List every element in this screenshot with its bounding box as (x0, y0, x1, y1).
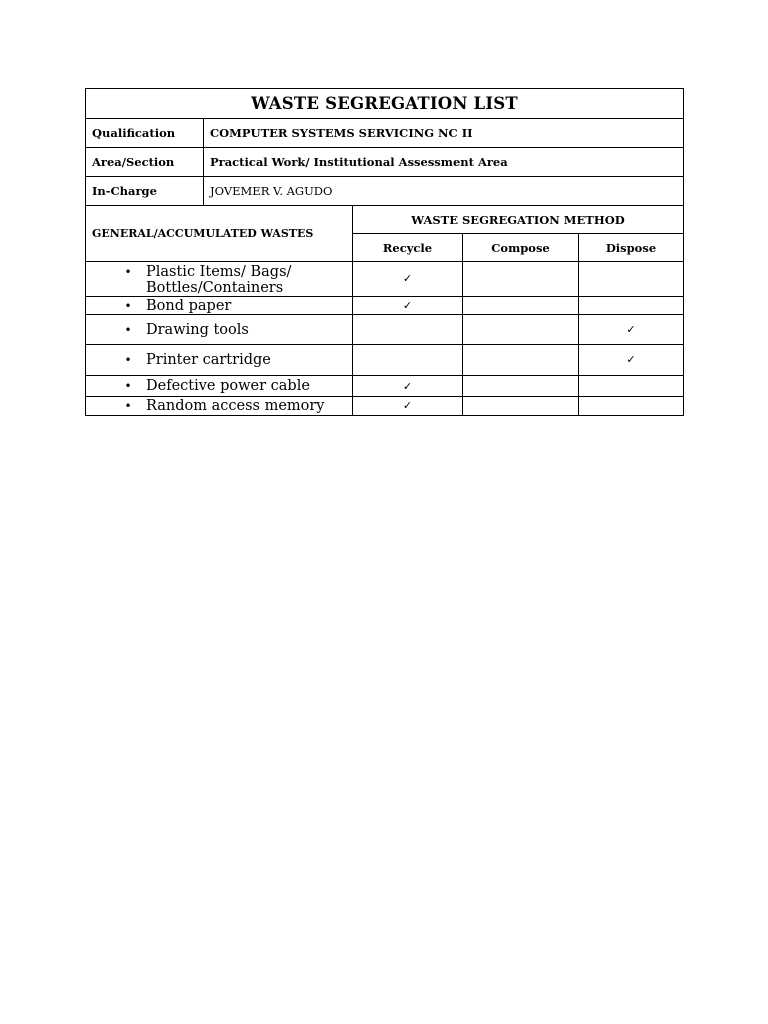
compose-check-cell (463, 315, 579, 345)
waste-item-label: Bond paper (146, 297, 232, 314)
bullet-icon: • (124, 379, 132, 393)
dispose-check-cell (579, 297, 684, 315)
waste-item-label: Plastic Items/ Bags/ Bottles/Containers (146, 263, 292, 296)
bullet-icon: • (124, 298, 132, 313)
column-header-dispose: Dispose (579, 234, 684, 262)
column-header-compose: Compose (463, 234, 579, 262)
in-charge-label: In-Charge (86, 177, 204, 206)
table-row (86, 315, 684, 345)
waste-item-cell (86, 297, 353, 315)
bullet-icon: • (124, 264, 132, 279)
recycle-check-cell (353, 315, 463, 345)
compose-check-cell (463, 376, 579, 397)
info-row-in-charge (86, 177, 684, 206)
waste-item-cell (86, 315, 353, 345)
waste-segregation-table (85, 88, 684, 416)
dispose-check-cell (579, 397, 684, 416)
table-row (86, 397, 684, 416)
compose-check-cell (463, 297, 579, 315)
segregation-method-header: WASTE SEGREGATION METHOD (353, 206, 684, 234)
table-row (86, 376, 684, 397)
bullet-icon: • (124, 399, 132, 413)
waste-item-label: Random access memory (146, 398, 325, 414)
waste-item-cell (86, 345, 353, 376)
table-row (86, 345, 684, 376)
bullet-icon: • (124, 353, 132, 367)
in-charge-value: JOVEMER V. AGUDO (204, 177, 684, 206)
waste-item-cell (86, 376, 353, 397)
table-row (86, 262, 684, 297)
table-row (86, 297, 684, 315)
info-row-area (86, 148, 684, 177)
dispose-check-cell: ✓ (579, 345, 684, 376)
recycle-check-cell: ✓ (353, 262, 463, 297)
column-header-recycle: Recycle (353, 234, 463, 262)
dispose-check-cell (579, 262, 684, 297)
qualification-label: Qualification (86, 119, 204, 148)
recycle-check-cell: ✓ (353, 376, 463, 397)
dispose-check-cell (579, 376, 684, 397)
recycle-check-cell: ✓ (353, 397, 463, 416)
waste-item-label: Drawing tools (146, 321, 249, 338)
waste-item-cell (86, 397, 353, 416)
qualification-value: COMPUTER SYSTEMS SERVICING NC II (204, 119, 684, 148)
compose-check-cell (463, 262, 579, 297)
general-wastes-header: GENERAL/ACCUMULATED WASTES (86, 206, 353, 262)
page-title: WASTE SEGREGATION LIST (86, 89, 684, 119)
compose-check-cell (463, 397, 579, 416)
recycle-check-cell: ✓ (353, 297, 463, 315)
bullet-icon: • (124, 322, 132, 337)
info-row-qualification (86, 119, 684, 148)
waste-item-cell (86, 262, 353, 297)
waste-item-label: Defective power cable (146, 378, 310, 394)
dispose-check-cell: ✓ (579, 315, 684, 345)
compose-check-cell (463, 345, 579, 376)
area-section-label: Area/Section (86, 148, 204, 177)
recycle-check-cell (353, 345, 463, 376)
area-section-value: Practical Work/ Institutional Assessment Area (204, 148, 684, 177)
waste-item-label: Printer cartridge (146, 352, 271, 368)
